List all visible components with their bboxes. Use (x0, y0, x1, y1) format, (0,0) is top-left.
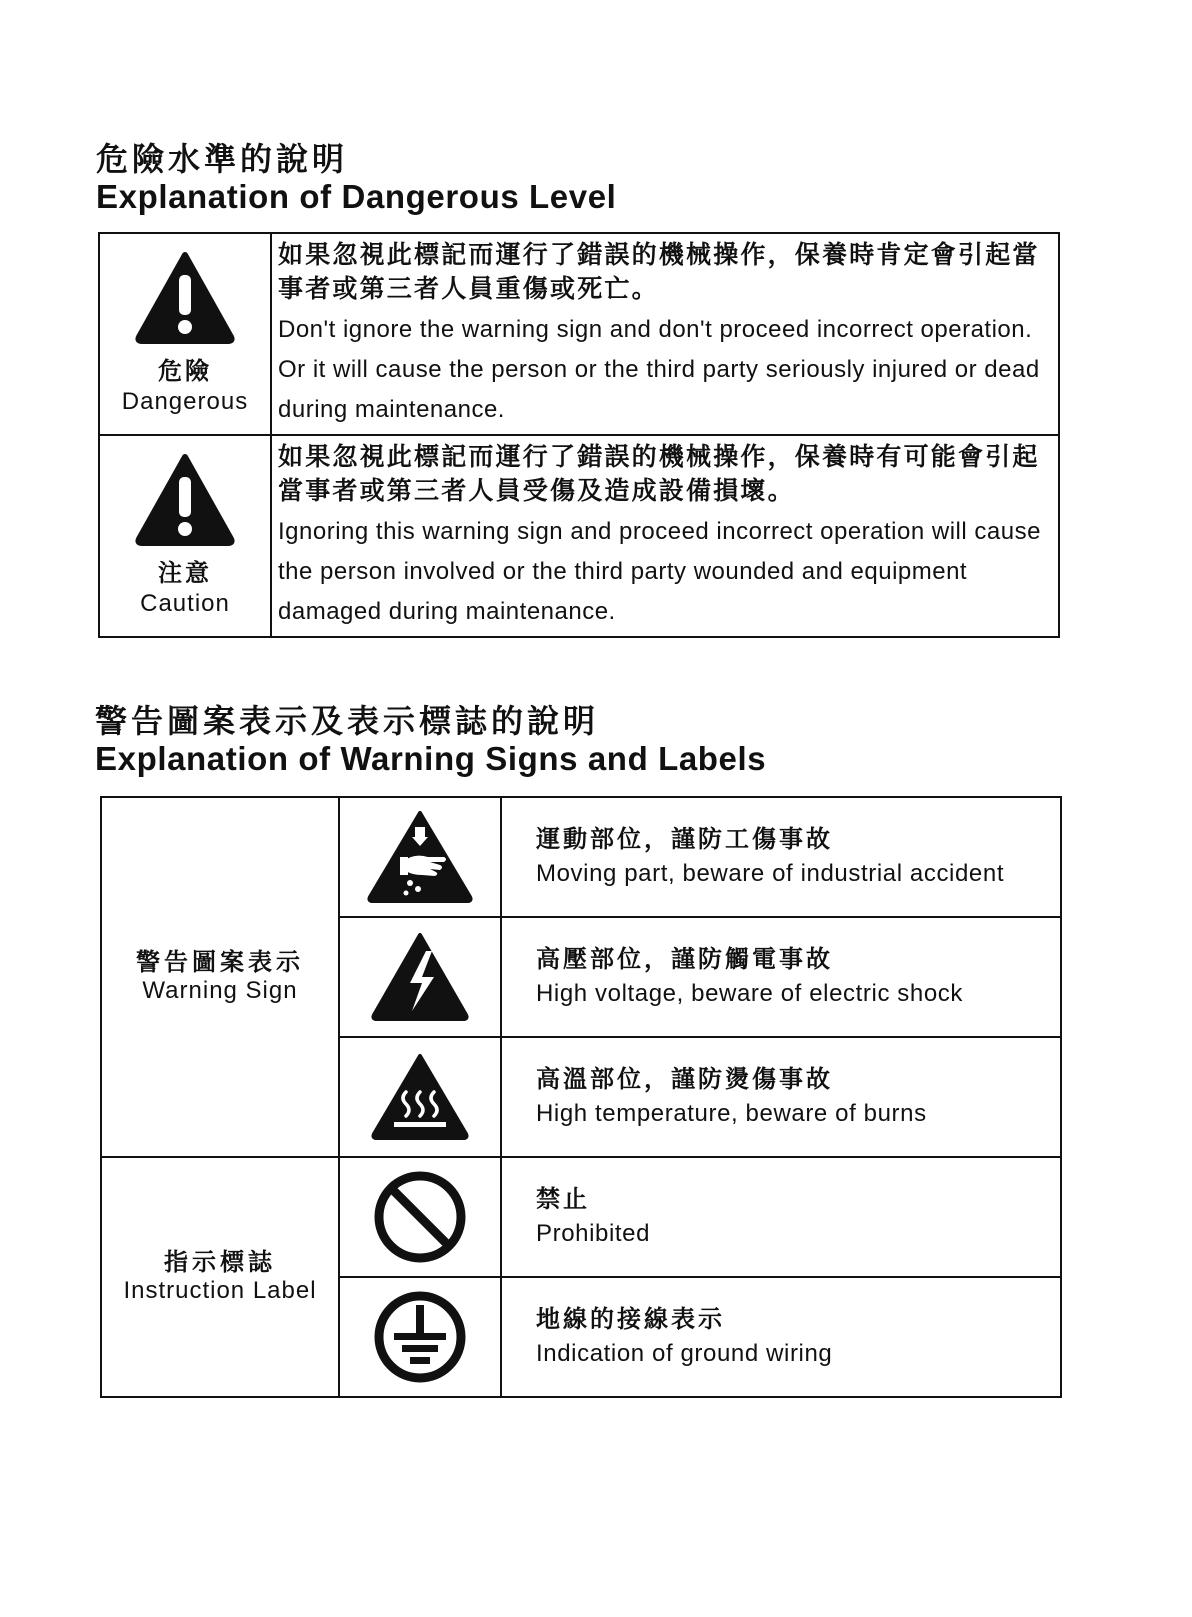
sign-icon-cell (339, 1277, 501, 1397)
danger-level-label-zh: 危險 (158, 358, 212, 385)
caution-level-cell (99, 435, 271, 637)
warning-sign-category-cell (101, 797, 339, 1157)
caution-description-cell (271, 435, 1059, 637)
sign-row-prohibited (101, 1157, 1061, 1277)
danger-level-cell (99, 233, 271, 435)
sign-text-cell (501, 1157, 1061, 1277)
instruction-label-category-cell (101, 1157, 339, 1397)
danger-section-title (96, 140, 616, 216)
signs-section-title-zh: 警告圖案表示及表示標誌的說明 (95, 703, 600, 739)
ground-icon (372, 1289, 468, 1385)
high-temperature-text-zh: 高溫部位，謹防燙傷事故 (536, 1066, 833, 1093)
high-voltage-icon (370, 931, 470, 1023)
sign-icon-cell (339, 1157, 501, 1277)
sign-icon-cell (339, 797, 501, 917)
prohibited-text-zh: 禁止 (536, 1186, 590, 1213)
ground-wiring-text-zh: 地線的接線表示 (536, 1306, 725, 1333)
moving-part-text-en: Moving part, beware of industrial accident (536, 860, 1005, 887)
caution-level-row (99, 435, 1059, 637)
warning-triangle-icon (135, 251, 235, 345)
caution-description-zh: 如果忽視此標記而運行了錯誤的機械操作，保養時有可能會引起當事者或第三者人員受傷及造成設備損壞。 (278, 443, 1040, 505)
sign-text-cell (501, 1037, 1061, 1157)
prohibited-icon (372, 1169, 468, 1265)
caution-level-label-en: Caution (140, 590, 230, 617)
ground-wiring-text-en: Indication of ground wiring (536, 1340, 833, 1367)
sign-icon-cell (339, 917, 501, 1037)
signs-section-title-en: Explanation of Warning Signs and Labels (95, 740, 767, 777)
danger-level-label-en: Dangerous (121, 388, 249, 415)
danger-section-title-zh: 危險水準的說明 (96, 141, 349, 177)
caution-description-en: Ignoring this warning sign and proceed incorrect operation will cause the person involved or the third party wounded and equipment damaged during maintenance. (278, 518, 1041, 625)
danger-level-row (99, 233, 1059, 435)
sign-icon-cell (339, 1037, 501, 1157)
moving-part-icon (366, 809, 474, 905)
high-voltage-text-en: High voltage, beware of electric shock (536, 980, 964, 1007)
high-voltage-text-zh: 高壓部位，謹防觸電事故 (536, 946, 833, 973)
danger-description-en: Don't ignore the warning sign and don't proceed incorrect operation. Or it will cause the person or the third party seriously injured or dead during maintenance. (278, 316, 1040, 423)
danger-section-title-en: Explanation of Dangerous Level (96, 178, 617, 215)
hot-surface-icon (370, 1052, 470, 1142)
danger-description-zh: 如果忽視此標記而運行了錯誤的機械操作，保養時肯定會引起當事者或第三者人員重傷或死亡。 (278, 241, 1040, 303)
prohibited-text-en: Prohibited (536, 1220, 651, 1247)
sign-text-cell (501, 1277, 1061, 1397)
signs-section-title (95, 702, 766, 778)
warning-triangle-icon (135, 453, 235, 547)
sign-row-moving-part (101, 797, 1061, 917)
caution-level-label-zh: 注意 (158, 560, 212, 587)
instruction-label-category-en: Instruction Label (123, 1277, 317, 1304)
high-temperature-text-en: High temperature, beware of burns (536, 1100, 927, 1127)
warning-sign-category-en: Warning Sign (142, 977, 298, 1004)
danger-level-table (98, 232, 1060, 638)
warning-signs-table (100, 796, 1062, 1398)
sign-text-cell (501, 917, 1061, 1037)
danger-description-cell (271, 233, 1059, 435)
warning-sign-category-zh: 警告圖案表示 (136, 949, 304, 976)
moving-part-text-zh: 運動部位，謹防工傷事故 (536, 826, 833, 853)
instruction-label-category-zh: 指示標誌 (164, 1249, 276, 1276)
sign-text-cell (501, 797, 1061, 917)
